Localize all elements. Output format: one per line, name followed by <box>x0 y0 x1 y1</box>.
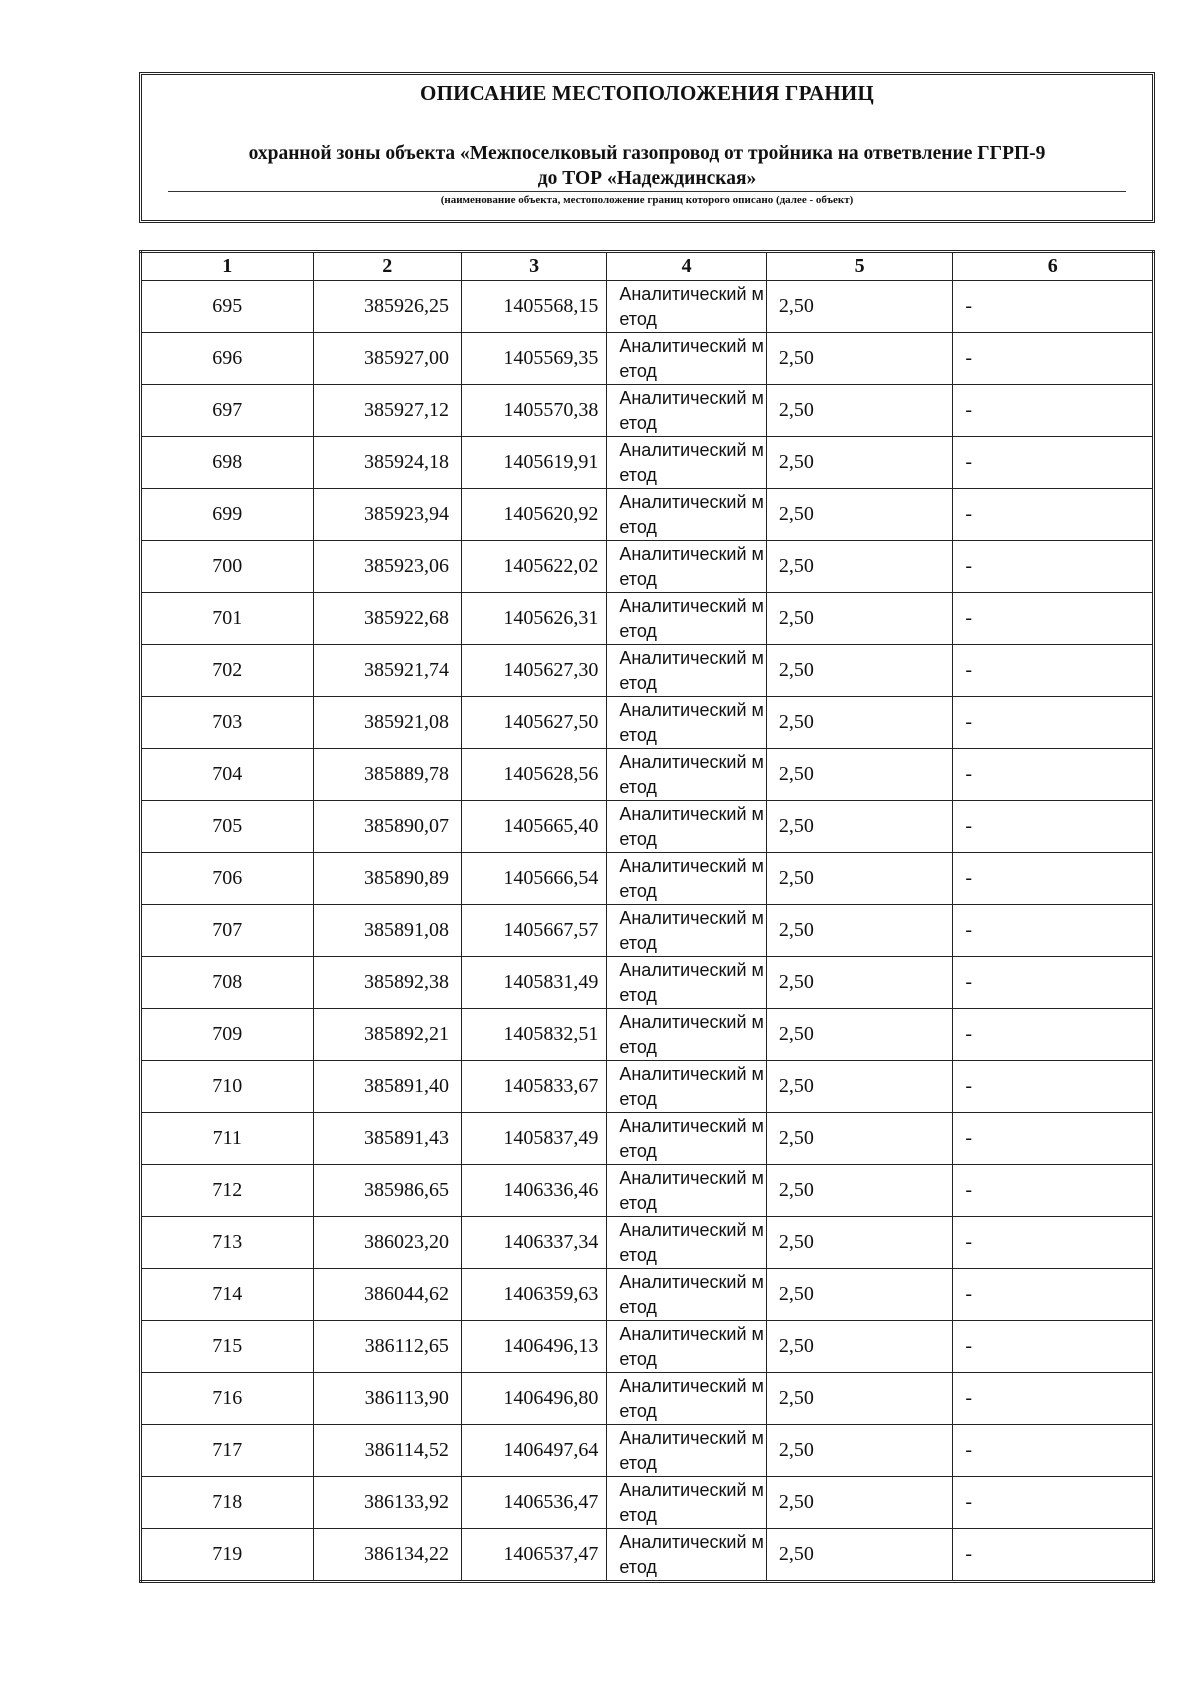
description-cell: - <box>953 1529 1154 1582</box>
column-header: 3 <box>461 252 606 281</box>
table-row <box>141 645 1154 697</box>
accuracy-cell: 2,50 <box>766 541 953 593</box>
method-cell: Аналитический метод <box>607 489 766 541</box>
point-number-cell: 700 <box>141 541 314 593</box>
table-body <box>141 281 1154 1582</box>
accuracy-cell: 2,50 <box>766 1061 953 1113</box>
y-coordinate-cell: 1405568,15 <box>461 281 606 333</box>
table-row <box>141 1425 1154 1477</box>
point-number-cell: 713 <box>141 1217 314 1269</box>
accuracy-cell: 2,50 <box>766 1113 953 1165</box>
accuracy-cell: 2,50 <box>766 957 953 1009</box>
y-coordinate-cell: 1406496,80 <box>461 1373 606 1425</box>
method-cell: Аналитический метод <box>607 957 766 1009</box>
point-number-cell: 701 <box>141 593 314 645</box>
y-coordinate-cell: 1405837,49 <box>461 1113 606 1165</box>
description-cell: - <box>953 1321 1154 1373</box>
x-coordinate-cell: 385890,89 <box>313 853 461 905</box>
point-number-cell: 708 <box>141 957 314 1009</box>
accuracy-cell: 2,50 <box>766 697 953 749</box>
x-coordinate-cell: 385923,06 <box>313 541 461 593</box>
y-coordinate-cell: 1405622,02 <box>461 541 606 593</box>
point-number-cell: 696 <box>141 333 314 385</box>
accuracy-cell: 2,50 <box>766 853 953 905</box>
table-row <box>141 801 1154 853</box>
y-coordinate-cell: 1405626,31 <box>461 593 606 645</box>
y-coordinate-cell: 1405569,35 <box>461 333 606 385</box>
table-row <box>141 1477 1154 1529</box>
description-cell: - <box>953 1269 1154 1321</box>
x-coordinate-cell: 385926,25 <box>313 281 461 333</box>
accuracy-cell: 2,50 <box>766 1165 953 1217</box>
x-coordinate-cell: 385891,43 <box>313 1113 461 1165</box>
point-number-cell: 717 <box>141 1425 314 1477</box>
accuracy-cell: 2,50 <box>766 1477 953 1529</box>
table-row <box>141 749 1154 801</box>
column-header: 1 <box>141 252 314 281</box>
header-footnote: (наименование объекта, местоположение границ которого описано (далее - объект) <box>440 194 854 206</box>
accuracy-cell: 2,50 <box>766 385 953 437</box>
method-cell: Аналитический метод <box>607 697 766 749</box>
x-coordinate-cell: 386112,65 <box>313 1321 461 1373</box>
method-cell: Аналитический метод <box>607 593 766 645</box>
y-coordinate-cell: 1405570,38 <box>461 385 606 437</box>
table-row <box>141 1373 1154 1425</box>
y-coordinate-cell: 1405666,54 <box>461 853 606 905</box>
y-coordinate-cell: 1406337,34 <box>461 1217 606 1269</box>
method-cell: Аналитический метод <box>607 801 766 853</box>
table-row <box>141 1165 1154 1217</box>
description-cell: - <box>953 957 1154 1009</box>
description-cell: - <box>953 1425 1154 1477</box>
method-cell: Аналитический метод <box>607 645 766 697</box>
description-cell: - <box>953 1217 1154 1269</box>
description-cell: - <box>953 489 1154 541</box>
coordinates-table <box>139 250 1155 1583</box>
accuracy-cell: 2,50 <box>766 437 953 489</box>
accuracy-cell: 2,50 <box>766 905 953 957</box>
y-coordinate-cell: 1406537,47 <box>461 1529 606 1582</box>
object-description <box>142 141 1152 191</box>
y-coordinate-cell: 1406497,64 <box>461 1425 606 1477</box>
x-coordinate-cell: 386023,20 <box>313 1217 461 1269</box>
x-coordinate-cell: 385890,07 <box>313 801 461 853</box>
column-header: 5 <box>766 252 953 281</box>
description-cell: - <box>953 593 1154 645</box>
description-cell: - <box>953 1061 1154 1113</box>
table-row <box>141 1321 1154 1373</box>
x-coordinate-cell: 386114,52 <box>313 1425 461 1477</box>
method-cell: Аналитический метод <box>607 1321 766 1373</box>
point-number-cell: 718 <box>141 1477 314 1529</box>
description-cell: - <box>953 1373 1154 1425</box>
description-cell: - <box>953 749 1154 801</box>
column-header: 6 <box>953 252 1154 281</box>
y-coordinate-cell: 1405627,30 <box>461 645 606 697</box>
x-coordinate-cell: 386133,92 <box>313 1477 461 1529</box>
description-cell: - <box>953 333 1154 385</box>
x-coordinate-cell: 386044,62 <box>313 1269 461 1321</box>
accuracy-cell: 2,50 <box>766 1373 953 1425</box>
table-row <box>141 1113 1154 1165</box>
point-number-cell: 706 <box>141 853 314 905</box>
table-row <box>141 385 1154 437</box>
accuracy-cell: 2,50 <box>766 489 953 541</box>
y-coordinate-cell: 1405628,56 <box>461 749 606 801</box>
point-number-cell: 715 <box>141 1321 314 1373</box>
description-cell: - <box>953 697 1154 749</box>
y-coordinate-cell: 1406359,63 <box>461 1269 606 1321</box>
method-cell: Аналитический метод <box>607 1425 766 1477</box>
accuracy-cell: 2,50 <box>766 1425 953 1477</box>
accuracy-cell: 2,50 <box>766 749 953 801</box>
x-coordinate-cell: 385923,94 <box>313 489 461 541</box>
method-cell: Аналитический метод <box>607 853 766 905</box>
point-number-cell: 709 <box>141 1009 314 1061</box>
document-title: ОПИСАНИЕ МЕСТОПОЛОЖЕНИЯ ГРАНИЦ <box>420 81 874 105</box>
y-coordinate-cell: 1405832,51 <box>461 1009 606 1061</box>
accuracy-cell: 2,50 <box>766 333 953 385</box>
point-number-cell: 714 <box>141 1269 314 1321</box>
table-row <box>141 1269 1154 1321</box>
x-coordinate-cell: 385927,12 <box>313 385 461 437</box>
object-description-line-1: охранной зоны объекта «Межпоселковый газопровод от тройника на ответвление ГГРП-9 <box>248 143 1046 164</box>
x-coordinate-cell: 385921,74 <box>313 645 461 697</box>
point-number-cell: 710 <box>141 1061 314 1113</box>
table-header-row <box>141 252 1154 281</box>
x-coordinate-cell: 385922,68 <box>313 593 461 645</box>
method-cell: Аналитический метод <box>607 281 766 333</box>
description-cell: - <box>953 853 1154 905</box>
y-coordinate-cell: 1406496,13 <box>461 1321 606 1373</box>
method-cell: Аналитический метод <box>607 1165 766 1217</box>
y-coordinate-cell: 1405665,40 <box>461 801 606 853</box>
point-number-cell: 719 <box>141 1529 314 1582</box>
table-row <box>141 853 1154 905</box>
x-coordinate-cell: 385892,38 <box>313 957 461 1009</box>
method-cell: Аналитический метод <box>607 1061 766 1113</box>
point-number-cell: 695 <box>141 281 314 333</box>
description-cell: - <box>953 1165 1154 1217</box>
point-number-cell: 705 <box>141 801 314 853</box>
method-cell: Аналитический метод <box>607 541 766 593</box>
method-cell: Аналитический метод <box>607 1217 766 1269</box>
description-cell: - <box>953 905 1154 957</box>
x-coordinate-cell: 385927,00 <box>313 333 461 385</box>
y-coordinate-cell: 1405627,50 <box>461 697 606 749</box>
y-coordinate-cell: 1405620,92 <box>461 489 606 541</box>
table-row <box>141 1529 1154 1582</box>
table-row <box>141 1061 1154 1113</box>
description-cell: - <box>953 1113 1154 1165</box>
x-coordinate-cell: 385986,65 <box>313 1165 461 1217</box>
x-coordinate-cell: 385892,21 <box>313 1009 461 1061</box>
method-cell: Аналитический метод <box>607 333 766 385</box>
method-cell: Аналитический метод <box>607 385 766 437</box>
x-coordinate-cell: 385921,08 <box>313 697 461 749</box>
method-cell: Аналитический метод <box>607 1529 766 1582</box>
table-row <box>141 697 1154 749</box>
method-cell: Аналитический метод <box>607 1373 766 1425</box>
point-number-cell: 707 <box>141 905 314 957</box>
table-row <box>141 437 1154 489</box>
description-cell: - <box>953 385 1154 437</box>
accuracy-cell: 2,50 <box>766 1217 953 1269</box>
table-row <box>141 541 1154 593</box>
x-coordinate-cell: 385891,08 <box>313 905 461 957</box>
accuracy-cell: 2,50 <box>766 1321 953 1373</box>
table-row <box>141 957 1154 1009</box>
accuracy-cell: 2,50 <box>766 1009 953 1061</box>
x-coordinate-cell: 385889,78 <box>313 749 461 801</box>
point-number-cell: 699 <box>141 489 314 541</box>
table-row <box>141 1217 1154 1269</box>
point-number-cell: 716 <box>141 1373 314 1425</box>
method-cell: Аналитический метод <box>607 437 766 489</box>
y-coordinate-cell: 1405667,57 <box>461 905 606 957</box>
method-cell: Аналитический метод <box>607 1269 766 1321</box>
accuracy-cell: 2,50 <box>766 1529 953 1582</box>
description-cell: - <box>953 281 1154 333</box>
point-number-cell: 703 <box>141 697 314 749</box>
method-cell: Аналитический метод <box>607 1477 766 1529</box>
table-row <box>141 333 1154 385</box>
table-row <box>141 593 1154 645</box>
accuracy-cell: 2,50 <box>766 645 953 697</box>
point-number-cell: 702 <box>141 645 314 697</box>
table-row <box>141 905 1154 957</box>
header-divider <box>168 191 1126 192</box>
x-coordinate-cell: 385891,40 <box>313 1061 461 1113</box>
point-number-cell: 704 <box>141 749 314 801</box>
description-cell: - <box>953 645 1154 697</box>
method-cell: Аналитический метод <box>607 905 766 957</box>
x-coordinate-cell: 386113,90 <box>313 1373 461 1425</box>
table-row <box>141 489 1154 541</box>
accuracy-cell: 2,50 <box>766 801 953 853</box>
point-number-cell: 698 <box>141 437 314 489</box>
document-header <box>139 72 1155 223</box>
column-header: 4 <box>607 252 766 281</box>
x-coordinate-cell: 386134,22 <box>313 1529 461 1582</box>
object-description-line-2: до ТОР «Надеждинская» <box>537 168 757 189</box>
description-cell: - <box>953 1477 1154 1529</box>
accuracy-cell: 2,50 <box>766 1269 953 1321</box>
method-cell: Аналитический метод <box>607 1113 766 1165</box>
y-coordinate-cell: 1406536,47 <box>461 1477 606 1529</box>
y-coordinate-cell: 1405619,91 <box>461 437 606 489</box>
point-number-cell: 712 <box>141 1165 314 1217</box>
column-header: 2 <box>313 252 461 281</box>
accuracy-cell: 2,50 <box>766 281 953 333</box>
description-cell: - <box>953 801 1154 853</box>
description-cell: - <box>953 1009 1154 1061</box>
x-coordinate-cell: 385924,18 <box>313 437 461 489</box>
table-row <box>141 1009 1154 1061</box>
y-coordinate-cell: 1405831,49 <box>461 957 606 1009</box>
description-cell: - <box>953 541 1154 593</box>
y-coordinate-cell: 1406336,46 <box>461 1165 606 1217</box>
method-cell: Аналитический метод <box>607 749 766 801</box>
description-cell: - <box>953 437 1154 489</box>
accuracy-cell: 2,50 <box>766 593 953 645</box>
table-row <box>141 281 1154 333</box>
point-number-cell: 697 <box>141 385 314 437</box>
point-number-cell: 711 <box>141 1113 314 1165</box>
y-coordinate-cell: 1405833,67 <box>461 1061 606 1113</box>
method-cell: Аналитический метод <box>607 1009 766 1061</box>
